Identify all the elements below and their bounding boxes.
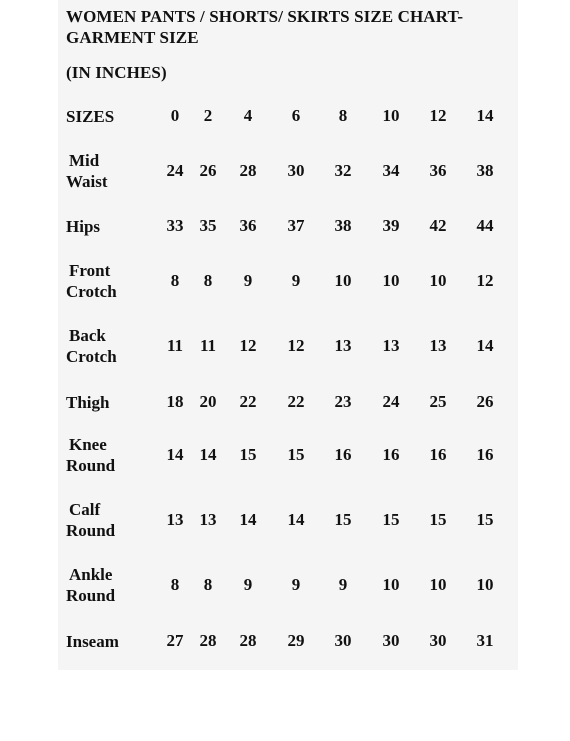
table-cell: 16 (429, 445, 447, 464)
size-header-4: 4 (243, 106, 253, 125)
table-cell: 34 (382, 161, 400, 180)
table-cell: 15 (429, 510, 447, 529)
row-label-line: Calf (69, 500, 101, 519)
row-label-knee-round (66, 434, 115, 476)
row-label-line: Knee (69, 435, 107, 454)
table-cell: 29 (287, 631, 305, 650)
size-chart-sheet (58, 0, 518, 670)
table-cell: 24 (382, 392, 400, 411)
table-cell: 33 (166, 216, 184, 235)
table-cell: 14 (199, 445, 217, 464)
table-cell: 38 (476, 161, 494, 180)
table-cell: 39 (382, 216, 400, 235)
table-cell: 30 (382, 631, 400, 650)
row-label-line: Hips (66, 216, 101, 236)
row-label-thigh (66, 392, 109, 413)
table-cell: 30 (287, 161, 305, 180)
size-header-14: 14 (476, 106, 494, 125)
row-label-line: Round (66, 456, 116, 475)
table-cell: 13 (166, 510, 184, 529)
size-header-10: 10 (382, 106, 400, 125)
table-cell: 10 (476, 575, 494, 594)
table-cell: 9 (291, 575, 301, 594)
table-cell: 9 (243, 271, 253, 290)
table-cell: 14 (287, 510, 305, 529)
row-label-line: Mid (69, 151, 100, 170)
size-header-2: 2 (203, 106, 213, 125)
table-cell: 15 (476, 510, 494, 529)
unit-note: (IN INCHES) (66, 63, 167, 82)
table-cell: 28 (199, 631, 217, 650)
table-cell: 25 (429, 392, 447, 411)
row-label-line: Ankle (69, 565, 113, 584)
table-cell: 14 (239, 510, 257, 529)
row-label-line: Crotch (66, 347, 117, 366)
table-cell: 42 (429, 216, 447, 235)
table-cell: 10 (382, 271, 400, 290)
table-cell: 10 (429, 271, 447, 290)
table-cell: 14 (476, 336, 494, 355)
table-cell: 36 (429, 161, 447, 180)
table-cell: 36 (239, 216, 257, 235)
row-label-calf-round (66, 499, 115, 541)
table-cell: 35 (199, 216, 217, 235)
row-label-back-crotch (66, 325, 117, 367)
table-cell: 12 (476, 271, 494, 290)
row-label-front-crotch (66, 260, 117, 302)
table-cell: 15 (334, 510, 352, 529)
table-cell: 13 (429, 336, 447, 355)
table-cell: 15 (287, 445, 305, 464)
table-cell: 10 (429, 575, 447, 594)
size-header-8: 8 (338, 106, 348, 125)
table-cell: 32 (334, 161, 352, 180)
table-cell: 16 (382, 445, 400, 464)
table-cell: 20 (199, 392, 217, 411)
chart-title-line2: GARMENT SIZE (66, 28, 199, 47)
row-label-ankle-round (66, 564, 115, 606)
row-label-inseam (66, 631, 119, 652)
row-label-mid-waist (66, 150, 108, 192)
table-cell: 13 (334, 336, 352, 355)
size-header-0: 0 (170, 106, 180, 125)
row-label-line: Waist (66, 172, 108, 191)
table-cell: 30 (334, 631, 352, 650)
row-label-line: Thigh (66, 392, 110, 412)
row-label-line: Inseam (66, 631, 119, 651)
table-cell: 24 (166, 161, 184, 180)
table-cell: 8 (203, 271, 213, 290)
table-cell: 26 (476, 392, 494, 411)
table-cell: 9 (291, 271, 301, 290)
table-cell: 12 (287, 336, 305, 355)
table-cell: 16 (334, 445, 352, 464)
row-label-line: Round (66, 586, 116, 605)
chart-title-line1: WOMEN PANTS / SHORTS/ SKIRTS SIZE CHART- (66, 7, 464, 26)
sizes-header-label: SIZES (66, 107, 115, 126)
table-cell: 8 (170, 575, 180, 594)
table-cell: 27 (166, 631, 184, 650)
table-cell: 16 (476, 445, 494, 464)
row-label-line: Crotch (66, 282, 117, 301)
table-cell: 13 (382, 336, 400, 355)
table-cell: 28 (239, 161, 257, 180)
table-cell: 23 (334, 392, 352, 411)
table-cell: 9 (338, 575, 348, 594)
table-cell: 9 (243, 575, 253, 594)
table-cell: 11 (199, 336, 217, 355)
table-cell: 12 (239, 336, 257, 355)
table-cell: 31 (476, 631, 494, 650)
table-cell: 14 (166, 445, 184, 464)
table-cell: 22 (239, 392, 257, 411)
row-label-line: Front (69, 261, 111, 280)
table-cell: 10 (382, 575, 400, 594)
table-cell: 18 (166, 392, 184, 411)
table-cell: 10 (334, 271, 352, 290)
table-cell: 11 (166, 336, 184, 355)
table-cell: 8 (170, 271, 180, 290)
row-label-line: Back (69, 326, 106, 345)
table-cell: 13 (199, 510, 217, 529)
table-cell: 44 (476, 216, 494, 235)
table-cell: 30 (429, 631, 447, 650)
table-cell: 37 (287, 216, 305, 235)
row-label-hips (66, 216, 100, 237)
table-cell: 26 (199, 161, 217, 180)
row-label-line: Round (66, 521, 116, 540)
size-header-12: 12 (429, 106, 447, 125)
table-cell: 22 (287, 392, 305, 411)
table-cell: 15 (382, 510, 400, 529)
table-cell: 15 (239, 445, 257, 464)
table-cell: 8 (203, 575, 213, 594)
table-cell: 38 (334, 216, 352, 235)
size-header-6: 6 (291, 106, 301, 125)
table-cell: 28 (239, 631, 257, 650)
